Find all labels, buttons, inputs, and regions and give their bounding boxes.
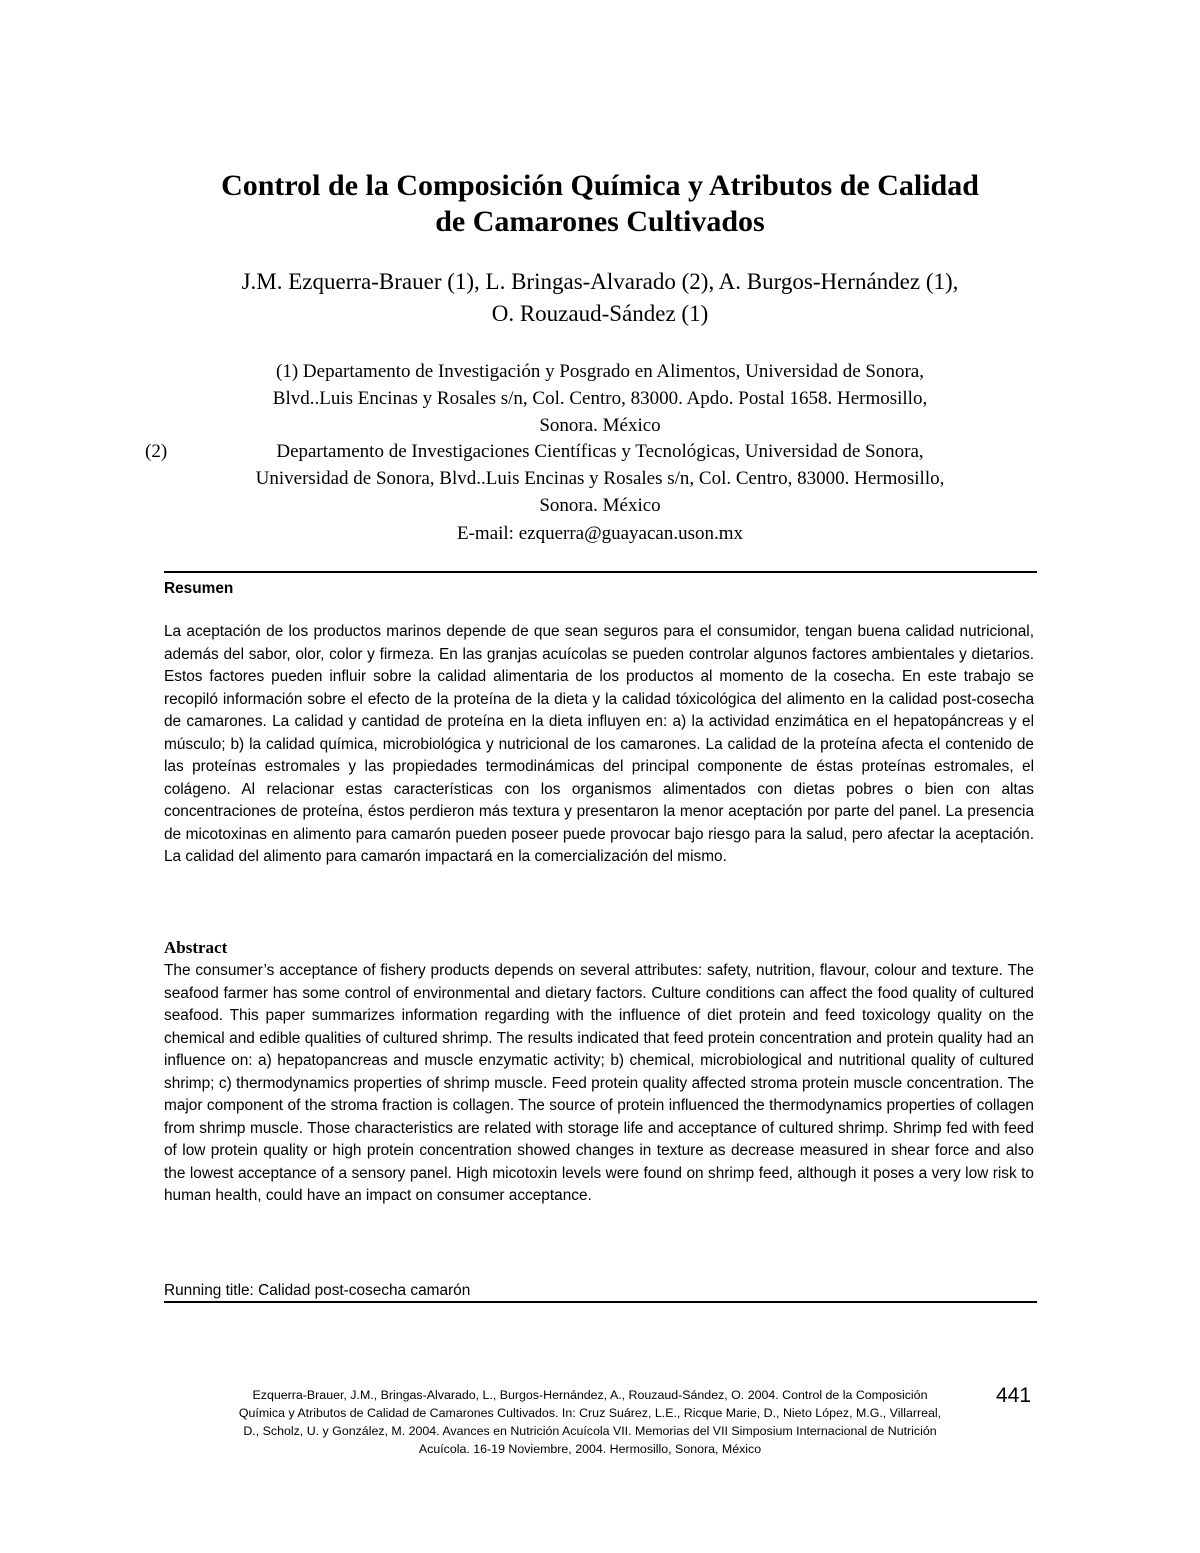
bottom-divider <box>164 1301 1037 1303</box>
top-divider <box>164 571 1037 573</box>
contact-email: E-mail: ezquerra@guayacan.uson.mx <box>456 523 744 544</box>
affiliation-2-line-2: Universidad de Sonora, Blvd..Luis Encinas y Rosales s/n, Col. Centro, 83000. Hermosillo, <box>255 468 945 489</box>
affiliation-1-line-3: Sonora. México <box>539 415 661 436</box>
citation-line-2: Química y Atributos de Calidad de Camarones Cultivados. In: Cruz Suárez, L.E., Ricque Marie, D., Nieto López, M.G., Villarreal, <box>238 1406 942 1420</box>
page-number: 441 <box>996 1384 1032 1407</box>
resumen-body: La aceptación de los productos marinos depende de que sean seguros para el consumidor, tengan buena calidad nutricional, además del sabor, olor, color y firmeza. En las granjas acuícolas se pueden controlar algunos factores ambientales y dietarios. Estos factores pueden influir sobre la calidad alimentaria de los productos al momento de la cosecha. En este trabajo se recopiló información sobre el efecto de la proteína de la dieta y la calidad tóxicológica del alimento en la calidad post-cosecha de camarones. La calidad y cantidad de proteína en la dieta influyen en: a) la actividad enzimática en el hepatopáncreas y el músculo; b) la calidad química, microbiológica y nutricional de los camarones. La calidad de la proteína afecta el contenido de las proteínas estromales y las propiedades termodinámicas del principal componente de éstas proteínas estromales, el colágeno. Al relacionar estas características con los organismos alimentados con dietas pobres o bien con altas concentraciones de proteína, éstos perdieron más textura y presentaron la menor aceptación por parte del panel. La presencia de micotoxinas en alimento para camarón pueden poseer puede provocar bajo riesgo para la salud, pero afectar la aceptación. La calidad del alimento para camarón impactará en la comercialización del mismo. <box>164 623 1034 865</box>
affiliation-1-line-1: (1) Departamento de Investigación y Posgrado en Alimentos, Universidad de Sonora, <box>276 361 924 382</box>
author-list <box>130 266 1070 330</box>
authors-line-2: O. Rouzaud-Sández (1) <box>491 301 709 326</box>
affiliation-2-line-1: Departamento de Investigaciones Científicas y Tecnológicas, Universidad de Sonora, <box>276 441 924 462</box>
citation-line-1: Ezquerra-Brauer, J.M., Bringas-Alvarado, L., Burgos-Hernández, A., Rouzaud-Sández, O. 2004. Control de la Composición <box>252 1388 928 1402</box>
citation-footer <box>165 1386 1015 1458</box>
affiliation-2-line-3: Sonora. México <box>539 495 661 516</box>
title-line-2: de Camarones Cultivados <box>435 205 765 238</box>
running-title: Running title: Calidad post-cosecha camarón <box>164 1282 471 1299</box>
citation-line-3: D., Scholz, U. y González, M. 2004. Avances en Nutrición Acuícola VII. Memorias del VII Simposium Internacional de Nutrición <box>243 1424 937 1438</box>
title-line-1: Control de la Composición Química y Atributos de Calidad <box>221 169 979 202</box>
paper-title <box>150 168 1050 240</box>
affiliation-1 <box>140 358 1060 439</box>
resumen-heading: Resumen <box>164 580 234 597</box>
affiliation-1-line-2: Blvd..Luis Encinas y Rosales s/n, Col. Centro, 83000. Apdo. Postal 1658. Hermosillo, <box>272 388 928 409</box>
abstract-heading: Abstract <box>164 938 228 957</box>
authors-line-1: J.M. Ezquerra-Brauer (1), L. Bringas-Alvarado (2), A. Burgos-Hernández (1), <box>241 269 959 294</box>
citation-line-4: Acuícola. 16-19 Noviembre, 2004. Hermosillo, Sonora, México <box>418 1442 762 1456</box>
affiliation-2-number: (2) <box>145 441 168 462</box>
abstract-body: The consumer’s acceptance of fishery products depends on several attributes: safety, nutrition, flavour, colour and texture. The seafood farmer has some control of environmental and dietary factors. Culture conditions can affect the food quality of cultured seafood. This paper summarizes information regarding with the influence of diet protein and feed toxicology quality on the chemical and edible qualities of cultured shrimp. The results indicated that feed protein concentration and protein quality had an influence on: a) hepatopancreas and muscle enzymatic activity; b) chemical, microbiological and nutritional quality of cultured shrimp; c) thermodynamics properties of shrimp muscle. Feed protein quality affected stroma protein muscle concentration. The major component of the stroma fraction is collagen. The source of protein influenced the thermodynamics properties of collagen from shrimp muscle. Those characteristics are related with storage life and acceptance of cultured shrimp. Shrimp fed with feed of low protein quality or high protein concentration showed changes in texture as decrease measured in shear force and also the lowest acceptance of a sensory panel. High micotoxin levels were found on shrimp feed, although it poses a very low risk to human health, could have an impact on consumer acceptance. <box>164 962 1034 1204</box>
affiliation-2 <box>140 438 1060 519</box>
